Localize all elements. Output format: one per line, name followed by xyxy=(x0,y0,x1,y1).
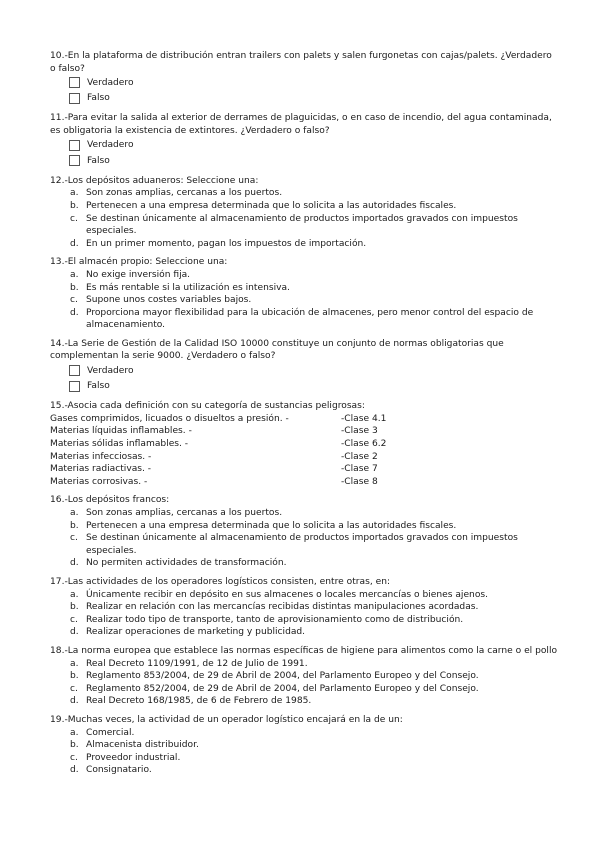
checkbox-icon[interactable] xyxy=(69,140,80,151)
match-definition: Gases comprimidos, licuados o disueltos a presión. - xyxy=(50,413,289,424)
option-letter: a. xyxy=(70,508,79,518)
match-row[interactable] xyxy=(50,451,560,464)
option-letter: d. xyxy=(70,558,79,569)
checkbox-icon[interactable] xyxy=(69,365,80,376)
option-text: Consignatario. xyxy=(86,765,152,776)
match-class: -Clase 7 xyxy=(341,464,378,475)
question-12-text: 12.-Los depósitos aduaneros: Seleccione una: xyxy=(50,175,259,186)
q18-option-b[interactable] xyxy=(50,670,560,683)
q17-option-b[interactable] xyxy=(50,601,560,614)
option-text: Almacenista distribuidor. xyxy=(86,740,199,751)
option-label: Verdadero xyxy=(87,77,134,88)
option-label: Verdadero xyxy=(87,365,134,376)
option-letter: d. xyxy=(70,765,79,776)
question-14-text: 14.-La Serie de Gestión de la Calidad ISO 10000 constituye un conjunto de normas obligatorias que complementan la serie 9000. ¿Verdadero o falso? xyxy=(50,338,504,362)
q19-option-b[interactable] xyxy=(50,739,560,752)
option-label: Falso xyxy=(87,381,110,392)
option-label: Falso xyxy=(87,93,110,104)
option-text: Pertenecen a una empresa determinada que lo solicita a las autoridades fiscales. xyxy=(86,520,457,531)
match-row[interactable] xyxy=(50,438,560,451)
question-19 xyxy=(50,714,560,777)
option-letter: b. xyxy=(70,520,79,531)
option-letter: b. xyxy=(70,200,79,211)
q18-option-d[interactable] xyxy=(50,695,560,708)
question-13-text: 13.-El almacén propio: Seleccione una: xyxy=(50,257,228,268)
option-letter: d. xyxy=(70,307,79,318)
option-text: Únicamente recibir en depósito en sus almacenes o locales mercancías o bienes ajenos. xyxy=(86,589,489,600)
option-letter: c. xyxy=(70,752,78,763)
checkbox-icon[interactable] xyxy=(69,77,80,88)
option-letter: a. xyxy=(70,589,79,600)
option-letter: c. xyxy=(70,614,78,625)
document-page xyxy=(50,50,560,777)
q14-option-falso[interactable] xyxy=(69,379,560,395)
q19-option-a[interactable] xyxy=(50,727,560,740)
option-text: Se destinan únicamente al almacenamiento de productos importados gravados con impuestos especiales. xyxy=(86,213,518,237)
question-16 xyxy=(50,494,560,570)
option-letter: c. xyxy=(70,295,78,306)
option-letter: a. xyxy=(70,658,79,669)
q17-option-c[interactable] xyxy=(50,614,560,627)
question-10-text: 10.-En la plataforma de distribución entran trailers con palets y salen furgonetas con cajas/palets. ¿Verdadero o falso? xyxy=(50,51,552,74)
q12-option-d[interactable] xyxy=(50,238,560,251)
checkbox-icon[interactable] xyxy=(69,155,80,166)
q13-option-d[interactable] xyxy=(50,307,560,332)
option-letter: b. xyxy=(70,740,79,751)
match-definition: Materias infecciosas. - xyxy=(50,451,152,462)
checkbox-icon[interactable] xyxy=(69,93,80,104)
option-letter: b. xyxy=(70,602,79,613)
question-13 xyxy=(50,256,560,332)
question-17 xyxy=(50,576,560,639)
question-19-text: 19.-Muchas veces, la actividad de un operador logístico encajará en la de un: xyxy=(50,714,403,725)
q13-option-c[interactable] xyxy=(50,294,560,307)
q10-option-falso[interactable] xyxy=(69,91,560,107)
question-11 xyxy=(50,112,560,168)
option-letter: a. xyxy=(70,188,79,199)
q18-option-a[interactable] xyxy=(50,658,560,671)
option-text: Realizar operaciones de marketing y publicidad. xyxy=(86,627,306,638)
option-label: Falso xyxy=(87,155,110,166)
option-letter: d. xyxy=(70,627,79,638)
q12-option-c[interactable] xyxy=(50,213,560,238)
q16-option-b[interactable] xyxy=(50,520,560,533)
option-text: Reglamento 853/2004, de 29 de Abril de 2004, del Parlamento Europeo y del Consejo. xyxy=(86,671,479,682)
q14-option-verdadero[interactable] xyxy=(69,363,560,379)
option-text: Es más rentable si la utilización es intensiva. xyxy=(86,282,290,293)
option-text: Son zonas amplias, cercanas a los puertos. xyxy=(86,508,283,518)
match-row[interactable] xyxy=(50,476,560,489)
q11-option-verdadero[interactable] xyxy=(69,138,560,154)
option-text: Real Decreto 1109/1991, de 12 de Julio de 1991. xyxy=(86,658,308,669)
option-text: No permiten actividades de transformación. xyxy=(86,558,287,569)
match-class: -Clase 2 xyxy=(341,451,378,462)
match-row[interactable] xyxy=(50,463,560,476)
question-15 xyxy=(50,400,560,488)
question-16-text: 16.-Los depósitos francos: xyxy=(50,495,170,506)
option-letter: c. xyxy=(70,683,78,694)
option-text: Pertenecen a una empresa determinada que lo solicita a las autoridades fiscales. xyxy=(86,200,457,211)
option-text: Se destinan únicamente al almacenamiento de productos importados gravados con impuestos especiales. xyxy=(86,533,518,556)
q12-option-b[interactable] xyxy=(50,200,560,213)
option-letter: c. xyxy=(70,213,78,224)
match-definition: Materias líquidas inflamables. - xyxy=(50,426,192,437)
q17-option-d[interactable] xyxy=(50,626,560,639)
option-text: En un primer momento, pagan los impuestos de importación. xyxy=(86,238,367,249)
match-definition: Materias corrosivas. - xyxy=(50,476,148,487)
option-letter: a. xyxy=(70,727,79,738)
question-18-text: 18.-La norma europea que establece las normas específicas de higiene para alimentos como la carne o el pollo xyxy=(50,645,558,656)
question-11-text: 11.-Para evitar la salida al exterior de derrames de plaguicidas, o en caso de incendio, del agua contaminada, es obligatoria la existencia de extintores. ¿Verdadero o falso? xyxy=(50,113,552,136)
option-text: Proveedor industrial. xyxy=(86,752,181,763)
match-class: -Clase 4.1 xyxy=(341,413,387,424)
question-14 xyxy=(50,338,560,394)
q10-option-verdadero[interactable] xyxy=(69,75,560,91)
match-row[interactable] xyxy=(50,413,560,426)
option-text: Realizar en relación con las mercancías recibidas distintas manipulaciones acordadas. xyxy=(86,602,479,613)
option-letter: b. xyxy=(70,671,79,682)
option-text: Comercial. xyxy=(86,727,135,738)
option-text: Realizar todo tipo de transporte, tanto de aprovisionamiento como de distribución. xyxy=(86,614,464,625)
option-text: Supone unos costes variables bajos. xyxy=(86,295,252,306)
question-12 xyxy=(50,175,560,251)
q16-option-c[interactable] xyxy=(50,532,560,557)
option-letter: d. xyxy=(70,696,79,707)
option-text: Reglamento 852/2004, de 29 de Abril de 2004, del Parlamento Europeo y del Consejo. xyxy=(86,683,479,694)
q13-option-b[interactable] xyxy=(50,282,560,295)
match-row[interactable] xyxy=(50,425,560,438)
option-text: No exige inversión fija. xyxy=(86,269,191,280)
option-letter: d. xyxy=(70,238,79,249)
checkbox-icon[interactable] xyxy=(69,381,80,392)
q17-option-a[interactable] xyxy=(50,589,560,602)
match-class: -Clase 6.2 xyxy=(341,439,387,450)
match-class: -Clase 8 xyxy=(341,476,378,487)
q19-option-c[interactable] xyxy=(50,752,560,765)
option-letter: c. xyxy=(70,533,78,544)
q19-option-d[interactable] xyxy=(50,764,560,777)
q16-option-a[interactable] xyxy=(50,507,560,520)
q13-option-a[interactable] xyxy=(50,269,560,282)
option-text: Real Decreto 168/1985, de 6 de Febrero de 1985. xyxy=(86,696,312,707)
question-15-text: 15.-Asocia cada definición con su categoría de sustancias peligrosas: xyxy=(50,401,365,412)
option-label: Verdadero xyxy=(87,140,134,151)
option-letter: a. xyxy=(70,269,79,280)
question-10 xyxy=(50,50,560,106)
option-letter: b. xyxy=(70,282,79,293)
q12-option-a[interactable] xyxy=(50,187,560,200)
q18-option-c[interactable] xyxy=(50,683,560,696)
option-text: Proporciona mayor flexibilidad para la ubicación de almacenes, pero menor control del espacio de almacenamiento. xyxy=(86,307,534,331)
question-18 xyxy=(50,645,560,708)
question-17-text: 17.-Las actividades de los operadores logísticos consisten, entre otras, en: xyxy=(50,576,391,587)
match-definition: Materias radiactivas. - xyxy=(50,464,152,475)
option-text: Son zonas amplias, cercanas a los puertos. xyxy=(86,188,283,199)
q16-option-d[interactable] xyxy=(50,557,560,570)
match-definition: Materias sólidas inflamables. - xyxy=(50,439,189,450)
q11-option-falso[interactable] xyxy=(69,153,560,169)
match-class: -Clase 3 xyxy=(341,426,378,437)
